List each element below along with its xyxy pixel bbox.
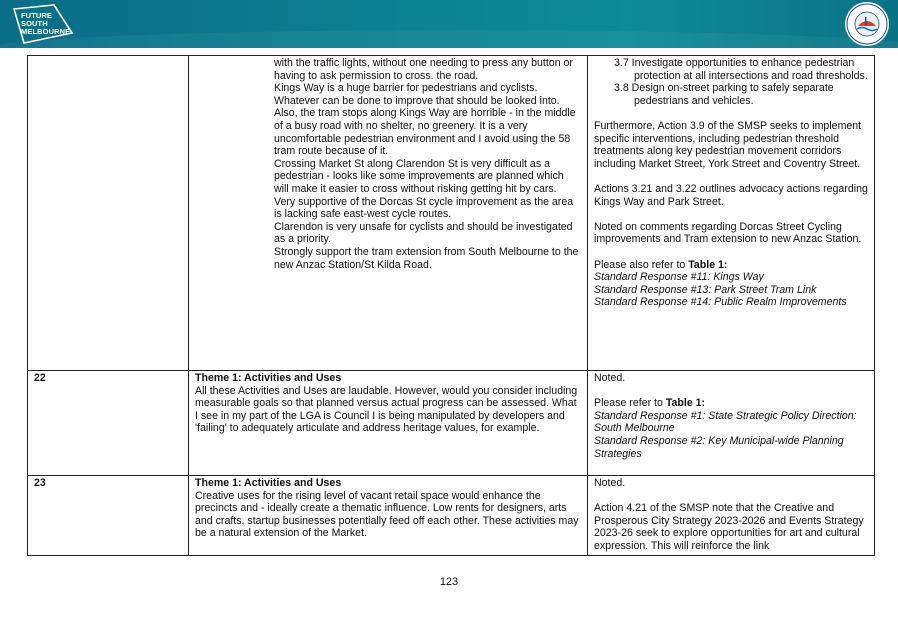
submission-paragraph: Very supportive of the Dorcas St cycle improvement as the area is lacking safe east-west cycle routes. <box>274 195 574 221</box>
officer-response <box>588 371 875 476</box>
submission-number <box>28 56 189 371</box>
refer-table: Table 1: <box>688 258 728 271</box>
refer-prefix: Please also refer to <box>594 258 689 271</box>
submission-paragraph: Crossing Market St along Clarendon St is very difficult as a pedestrian - looks like some improvements are planned which will make it easier to cross without risking getting hit by cars. <box>274 157 564 195</box>
response-paragraph: Action 4.21 of the SMSP note that the Creative and Prosperous City Strategy 2023-2026 and Events Strategy 2023-26 seek to explore opportunities for art and cultural expression. This will reinforce the link <box>594 502 864 552</box>
table-row <box>28 476 875 556</box>
submission-number: 23 <box>28 476 189 556</box>
submission-text <box>189 56 588 371</box>
action-item: 3.7 Investigate opportunities to enhance pedestrian protection at all intersections and road thresholds. <box>614 57 868 82</box>
submission-theme: Theme 1: Activities and Uses <box>195 372 342 384</box>
refer-line <box>594 397 868 410</box>
submission-paragraph: Strongly support the tram extension from South Melbourne to the new Anzac Station/St Kilda Road. <box>274 245 579 271</box>
submission-theme: Theme 1: Activities and Uses <box>195 477 342 489</box>
submission-paragraph: Kings Way is a huge barrier for pedestrians and cyclists. Whatever can be done to improve that should be looked into. <box>274 82 560 107</box>
refer-table: Table 1: <box>665 397 706 410</box>
response-noted: Noted. <box>594 372 626 384</box>
response-paragraph: Actions 3.21 and 3.22 outlines advocacy actions regarding Kings Way and Park Street. <box>594 182 868 208</box>
action-item: 3.8 Design on-street parking to safely separate pedestrians and vehicles. <box>614 82 834 107</box>
table-row <box>28 56 875 371</box>
refer-prefix: Please refer to <box>594 397 666 410</box>
submission-paragraph: Clarendon is very unsafe for cyclists and should be investigated as a priority. <box>274 220 573 246</box>
header-banner <box>0 0 898 48</box>
seal-ring-icon <box>845 2 889 46</box>
submission-paragraph: with the traffic lights, without one needing to press any button or having to ask permission to cross. the road. <box>274 57 573 82</box>
submissions-table <box>27 55 875 556</box>
response-paragraph: Furthermore, Action 3.9 of the SMSP seeks to implement specific interventions, including pedestrian threshold treatments along key pedestrian movement corridors including Market Street, York Street and Coventry Street. <box>594 119 862 170</box>
standard-response-ref: Standard Response #14: Public Realm Improvements <box>594 296 847 309</box>
table-row <box>28 371 875 476</box>
standard-response-ref: Standard Response #1: State Strategic Policy Direction: South Melbourne <box>594 409 857 435</box>
officer-response <box>588 476 875 556</box>
refer-line <box>594 259 868 272</box>
submission-text <box>189 371 588 476</box>
submission-paragraph: Creative uses for the rising level of vacant retail space would enhance the precincts and - ideally create a thematic influence. Low rents for designers, arts and crafts, startup businesses potentially feed off each other. These activities may be a natural extension of the Market. <box>195 489 579 540</box>
submission-number: 22 <box>28 371 189 476</box>
submission-paragraph: Also, the tram stops along Kings Way are horrible - in the middle of a busy road with no shelter, no greenery. It is a very uncomfortable pedestrian environment and I avoid using the 58 tram route because of it. <box>274 107 576 158</box>
submission-text <box>189 476 588 556</box>
page-number: 123 <box>439 576 459 588</box>
logo-line-1: FUTURE <box>21 11 53 20</box>
submission-paragraph: All these Activities and Uses are laudable. However, would you consider including measurable goals so that planned versus actual progress can be assessed. What I see in my part of the LGA is Council I is being manipulated by developers and 'failing' to adequately articulate and address heritage values, for example. <box>195 384 578 435</box>
response-paragraph: Noted on comments regarding Dorcas Street Cycling improvements and Tram extension to new Anzac Station. <box>594 220 862 246</box>
standard-response-ref: Standard Response #11: Kings Way <box>594 271 764 284</box>
banner-wave <box>0 27 898 48</box>
response-noted: Noted. <box>594 477 626 489</box>
logo-line-2: SOUTH <box>21 19 48 28</box>
standard-response-ref: Standard Response #13: Park Street Tram Link <box>594 283 817 296</box>
city-of-port-phillip-seal <box>845 2 889 46</box>
future-south-melbourne-logo <box>10 3 80 45</box>
standard-response-ref: Standard Response #2: Key Municipal-wide Planning Strategies <box>594 434 844 460</box>
officer-response <box>588 56 875 371</box>
logo-line-3: MELBOURNE <box>21 27 71 36</box>
